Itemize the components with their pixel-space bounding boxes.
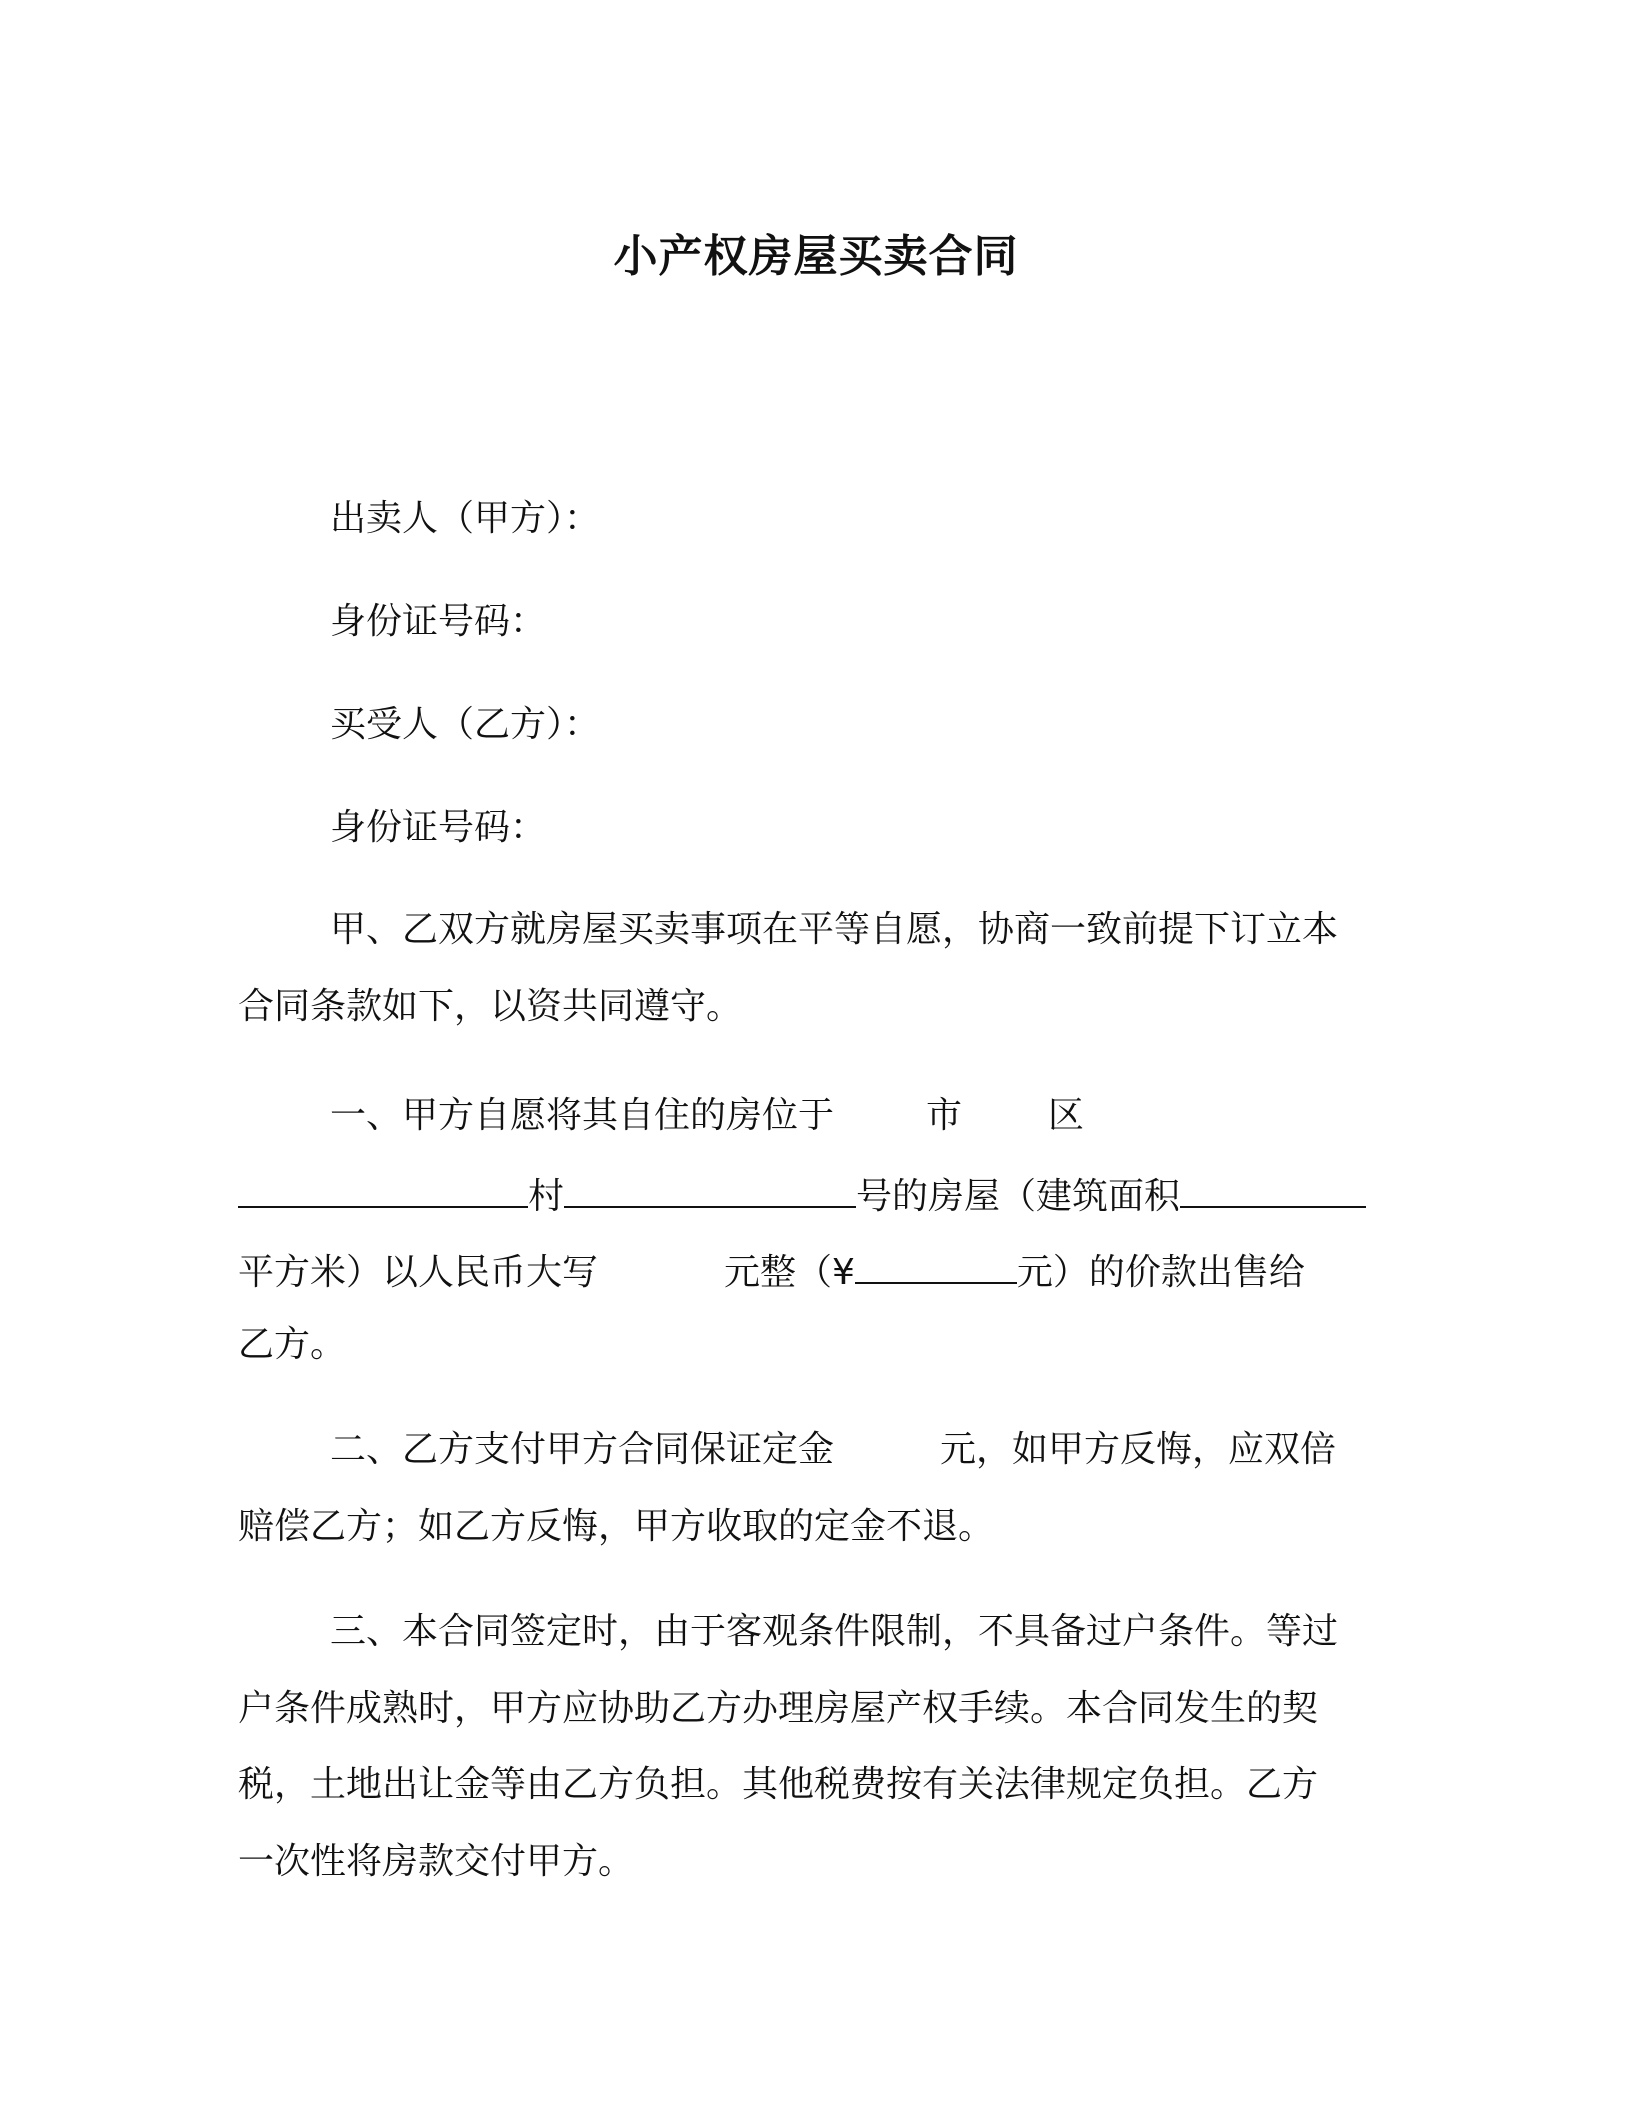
clause-2-line-2: 赔偿乙方；如乙方反悔，甲方收取的定金不退。 — [238, 1506, 995, 1547]
buyer-id-label: 身份证号码： — [330, 807, 547, 848]
village-blank — [238, 1170, 528, 1208]
clause-1-price-label: 平方米）以人民币大写 — [238, 1252, 599, 1293]
clause-1-line-4: 乙方。 — [238, 1324, 347, 1365]
clause-3-line-4: 一次性将房款交付甲方。 — [238, 1841, 635, 1882]
area-blank — [1180, 1170, 1366, 1208]
clause-1-house-label: 号的房屋（建筑面积 — [856, 1176, 1181, 1217]
clause-1-district: 区 — [1048, 1095, 1085, 1136]
clause-2-text-b: 元，如甲方反悔，应双倍 — [940, 1429, 1337, 1470]
price-number-blank — [855, 1246, 1017, 1284]
clause-3-line-2: 户条件成熟时，甲方应协助乙方办理房屋产权手续。本合同发生的契 — [238, 1688, 1319, 1729]
page-title: 小产权房屋买卖合同 — [613, 231, 1019, 282]
buyer-label: 买受人（乙方）： — [330, 704, 601, 745]
clause-1-yuan-label: 元整（¥ — [724, 1252, 855, 1293]
clause-1-village-label: 村 — [528, 1176, 565, 1217]
clause-2-line-1 — [330, 1428, 1336, 1472]
seller-id-label: 身份证号码： — [330, 601, 547, 642]
house-number-blank — [564, 1170, 856, 1208]
clause-1-line-1 — [330, 1094, 1084, 1138]
seller-label: 出卖人（甲方）： — [330, 498, 601, 539]
clause-1-sale-text: 元）的价款出售给 — [1016, 1252, 1305, 1293]
intro-line-2: 合同条款如下，以资共同遵守。 — [238, 986, 743, 1027]
intro-line-1: 甲、乙双方就房屋买卖事项在平等自愿，协商一致前提下订立本 — [330, 909, 1339, 950]
clause-3-line-3: 税，土地出让金等由乙方负担。其他税费按有关法律规定负担。乙方 — [238, 1764, 1319, 1805]
clause-3-line-1: 三、本合同签定时，由于客观条件限制，不具备过户条件。等过 — [330, 1611, 1339, 1652]
clause-1-text-a: 一、甲方自愿将其自住的房位于 — [330, 1095, 835, 1136]
clause-1-line-3 — [238, 1246, 1398, 1295]
clause-1-city: 市 — [926, 1095, 963, 1136]
clause-2-text-a: 二、乙方支付甲方合同保证定金 — [330, 1429, 835, 1470]
clause-1-line-2 — [238, 1170, 1398, 1219]
